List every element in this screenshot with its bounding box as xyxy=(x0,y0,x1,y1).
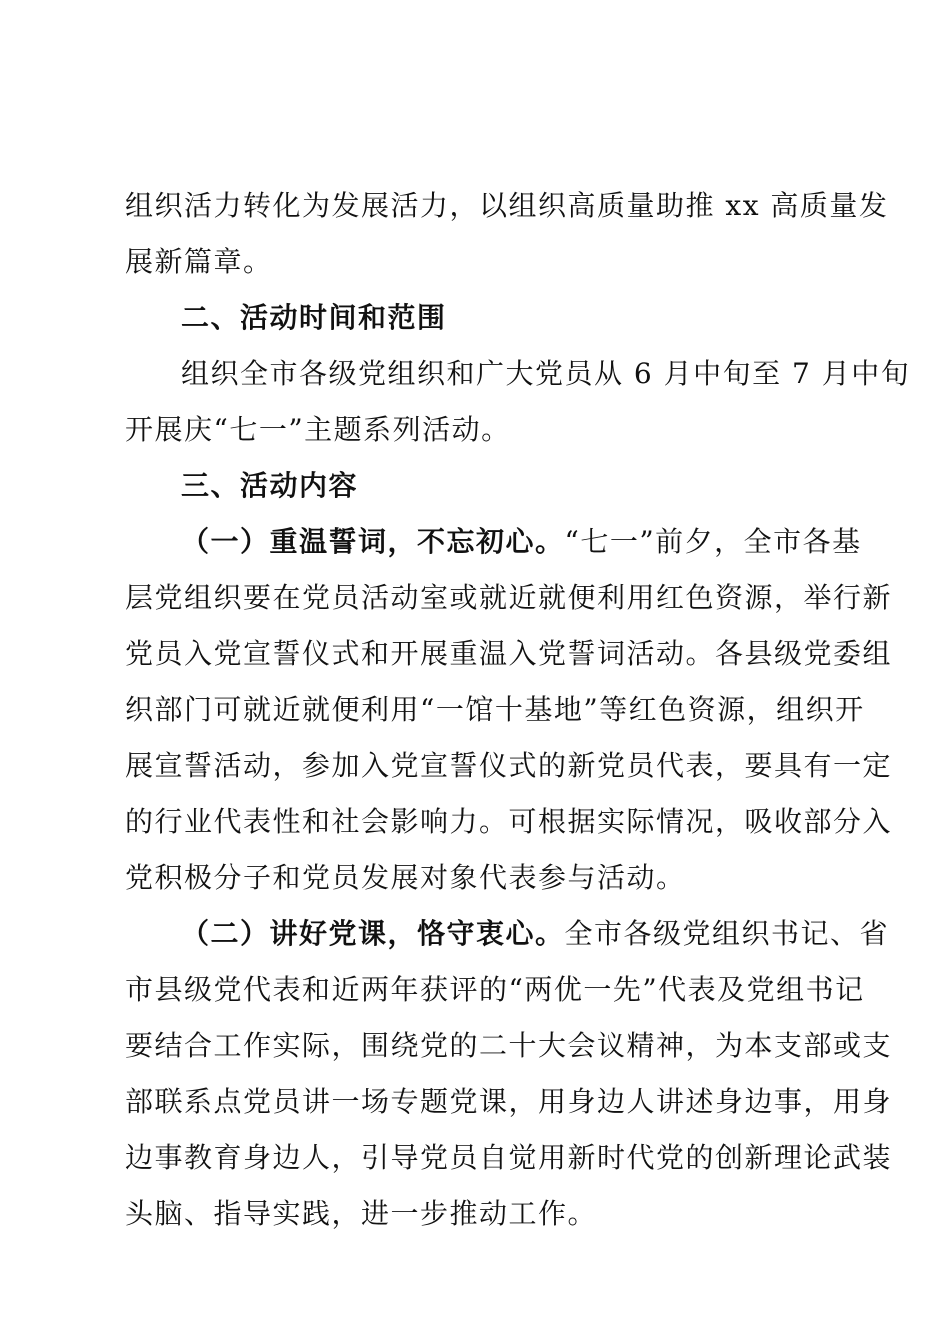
paragraph-line: 开展庆“七一”主题系列活动。 xyxy=(125,413,511,446)
section-heading-time-scope: 二、活动时间和范围 xyxy=(181,301,447,334)
paragraph-line: 头脑、指导实践，进一步推动工作。 xyxy=(125,1197,598,1230)
item-title-lecture: （二）讲好党课，恪守衷心。 xyxy=(181,917,565,950)
paragraph-line: 的行业代表性和社会影响力。可根据实际情况，吸收部分入 xyxy=(125,805,893,838)
item-first-line xyxy=(181,916,890,952)
paragraph-line: 党员入党宣誓仪式和开展重温入党誓词活动。各县级党委组 xyxy=(125,637,893,670)
paragraph-line: 展新篇章。 xyxy=(125,245,273,278)
paragraph-line: 展宣誓活动，参加入党宣誓仪式的新党员代表，要具有一定 xyxy=(125,749,893,782)
paragraph-line: 部联系点党员讲一场专题党课，用身边人讲述身边事，用身 xyxy=(125,1085,893,1118)
paragraph-line: 织部门可就近就便利用“一馆十基地”等红色资源，组织开 xyxy=(125,693,865,726)
paragraph-line: 组织全市各级党组织和广大党员从 6 月中旬至 7 月中旬 xyxy=(181,357,911,390)
item-text: “七一”前夕，全市各基 xyxy=(564,525,862,558)
item-text: 全市各级党组织书记、省 xyxy=(564,917,890,950)
paragraph-line: 组织活力转化为发展活力，以组织高质量助推 xx 高质量发 xyxy=(125,189,889,222)
item-title-oath: （一）重温誓词，不忘初心。 xyxy=(181,525,565,558)
paragraph-line: 党积极分子和党员发展对象代表参与活动。 xyxy=(125,861,686,894)
paragraph-line: 层党组织要在党员活动室或就近就便利用红色资源，举行新 xyxy=(125,581,893,614)
paragraph-line: 市县级党代表和近两年获评的“两优一先”代表及党组书记 xyxy=(125,973,865,1006)
paragraph-line: 边事教育身边人，引导党员自觉用新时代党的创新理论武装 xyxy=(125,1141,893,1174)
paragraph-line: 要结合工作实际，围绕党的二十大会议精神，为本支部或支 xyxy=(125,1029,893,1062)
item-first-line xyxy=(181,524,862,560)
section-heading-content: 三、活动内容 xyxy=(181,469,359,502)
